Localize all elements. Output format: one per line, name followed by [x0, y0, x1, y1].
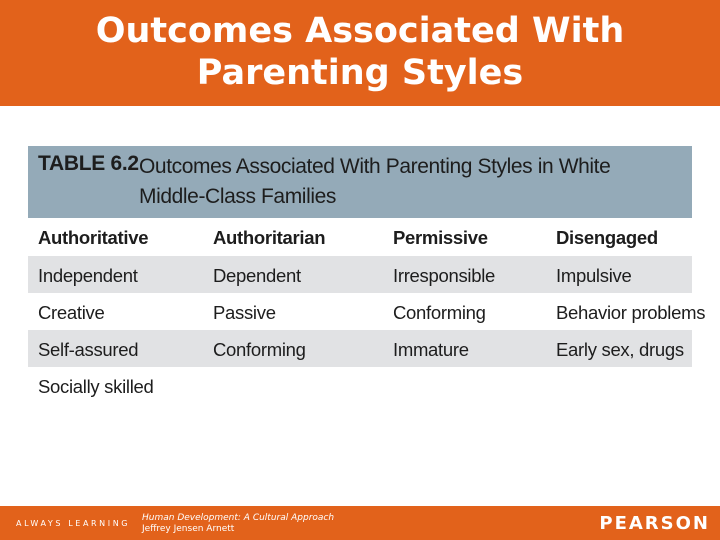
table-cell: Creative — [38, 302, 105, 323]
book-author: Jeffrey Jensen Arnett — [142, 524, 235, 534]
table-cell: Immature — [393, 339, 469, 360]
table-cell: Impulsive — [556, 265, 632, 286]
table-cell: Dependent — [213, 265, 301, 286]
table-cell: Early sex, drugs — [556, 339, 684, 360]
table-caption-bar — [28, 146, 692, 218]
table-cell: Irresponsible — [393, 265, 496, 286]
book-credit — [142, 513, 334, 535]
column-header-permissive: Permissive — [393, 227, 488, 248]
table-cell: Passive — [213, 302, 276, 323]
book-title: Human Development: A Cultural Approach — [142, 513, 335, 523]
footer-bar — [0, 506, 720, 540]
table-cell: Behavior problems — [556, 302, 706, 323]
column-header-authoritarian: Authoritarian — [213, 227, 326, 248]
table-row — [28, 330, 692, 367]
slide-title-line-1: Outcomes Associated With — [95, 11, 625, 51]
table-row — [28, 293, 706, 330]
pearson-logo: PEARSON — [599, 513, 710, 534]
table-cell: Self-assured — [38, 339, 139, 360]
slide-title-bar — [0, 0, 720, 106]
table-row — [28, 367, 692, 404]
table-cell: Socially skilled — [38, 376, 154, 397]
table-header-row — [28, 218, 692, 256]
table-number: TABLE 6.2 — [38, 152, 139, 175]
table-row — [28, 256, 692, 293]
table-cell: Independent — [38, 265, 138, 286]
always-learning-tagline: ALWAYS LEARNING — [16, 519, 131, 528]
column-header-disengaged: Disengaged — [556, 227, 658, 248]
slide-title-line-2: Parenting Styles — [196, 53, 524, 93]
table-cell: Conforming — [213, 339, 306, 360]
table-caption: Outcomes Associated With Parenting Styles in White Middle-Class Families — [139, 155, 611, 208]
outcomes-table — [28, 146, 706, 404]
table-cell: Conforming — [393, 302, 486, 323]
column-header-authoritative: Authoritative — [38, 227, 149, 248]
